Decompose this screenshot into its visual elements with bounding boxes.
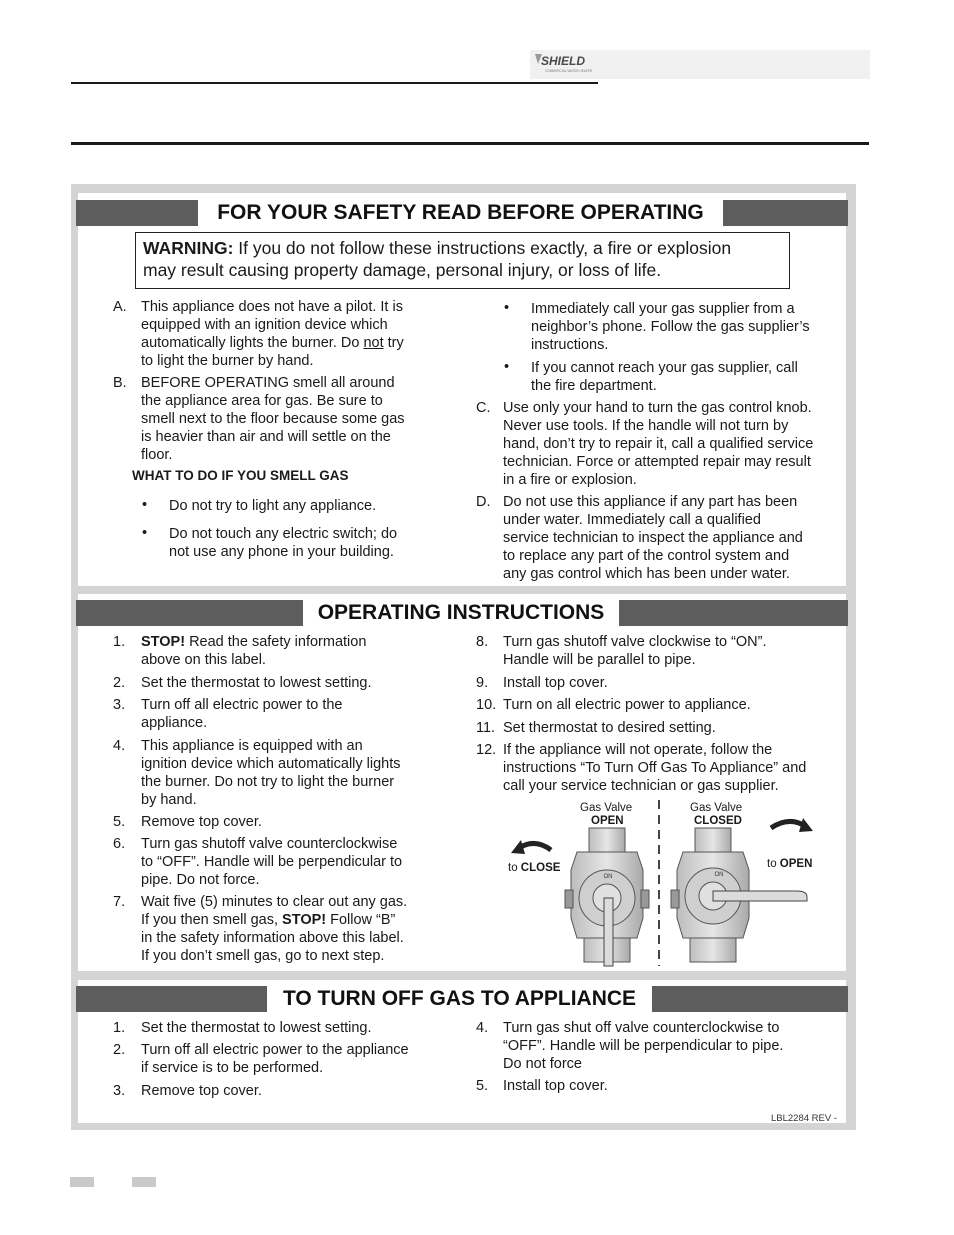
step-line: Turn on all electric power to appliance. [503, 697, 751, 713]
operating-title: OPERATING INSTRUCTIONS [303, 599, 619, 627]
step-line: if service is to be performed. [141, 1060, 324, 1076]
item-c-line: Never use tools. If the handle will not turn by [503, 418, 789, 434]
step-number: 11. [476, 720, 496, 736]
item-b-line: smell next to the floor because some gas [141, 411, 405, 427]
smell-bullet-line: Do not touch any electric switch; do [169, 526, 398, 542]
item-a-marker: A. [113, 299, 127, 315]
right-bullet-line: If you cannot reach your gas supplier, call [531, 360, 798, 376]
step-line: the burner. Do not try to light the burner [141, 774, 395, 790]
item-b-line: is heavier than air and will settle on the [141, 429, 391, 445]
valve-open-drawing [565, 828, 649, 966]
valve-closed-drawing [671, 828, 807, 962]
step-line: STOP! Read the safety information [141, 634, 367, 650]
item-d-line: Do not use this appliance if any part has been [503, 494, 798, 510]
close-arrow-icon [519, 843, 551, 850]
emphasis-not: not [363, 335, 384, 351]
step-line: Set the thermostat to lowest setting. [141, 1020, 372, 1036]
step-line: Install top cover. [503, 1078, 608, 1094]
smell-bullet-line: not use any phone in your building. [169, 544, 394, 560]
step-line: instructions “To Turn Off Gas To Appliance” and [503, 760, 807, 776]
turnoff-title: TO TURN OFF GAS TO APPLIANCE [267, 985, 652, 1013]
step-number: 9. [476, 675, 489, 691]
step-line: Turn off all electric power to the appliance [141, 1042, 409, 1058]
warning-line-2: may result causing property damage, personal injury, or loss of life. [143, 259, 662, 280]
bullet: • [504, 359, 510, 375]
step-line: appliance. [141, 715, 208, 731]
step-line: Turn gas shutoff valve counterclockwise [141, 836, 398, 852]
step-line: Set thermostat to desired setting. [503, 720, 716, 736]
step-number: 2. [113, 1042, 126, 1058]
item-b-marker: B. [113, 375, 127, 391]
item-b-line: the appliance area for gas. Be sure to [141, 393, 383, 409]
step-line: Turn gas shut off valve counterclockwise to [503, 1020, 780, 1036]
smell-bullet-line: Do not try to light any appliance. [169, 498, 377, 514]
right-bullet-line: instructions. [531, 337, 609, 353]
to-close-label: to CLOSE [508, 862, 561, 874]
item-d-line: under water. Immediately call a qualified [503, 512, 761, 528]
safety-title: FOR YOUR SAFETY READ BEFORE OPERATING [198, 199, 723, 227]
item-d-line: service technician to inspect the appliance and [503, 530, 803, 546]
bullet: • [504, 300, 510, 316]
footer-mark [70, 1177, 94, 1187]
warning-text [143, 238, 783, 281]
step-line: to “OFF”. Handle will be perpendicular to [141, 854, 403, 870]
step-line: above on this label. [141, 652, 266, 668]
item-d-line: to replace any part of the control system and [503, 548, 790, 564]
warning-line-1: If you do not follow these instructions exactly, a fire or explosion [233, 238, 732, 258]
item-a-line: automatically lights the burner. Do not try [141, 335, 404, 351]
header-rule [71, 82, 598, 84]
step-line: This appliance is equipped with an [141, 738, 363, 754]
open-arrowhead-icon [799, 818, 813, 832]
step-line: If you then smell gas, STOP! Follow “B” [141, 912, 396, 928]
right-valve-state: CLOSED [694, 815, 742, 827]
item-d-line: any gas control which has been under water. [503, 566, 790, 582]
item-a-line: This appliance does not have a pilot. It is [141, 299, 403, 315]
item-c-line: technician. Force or attempted repair may result [503, 454, 811, 470]
step-number: 12. [476, 742, 497, 758]
step-line: Remove top cover. [141, 1083, 262, 1099]
step-number: 8. [476, 634, 489, 650]
logo-tagline: COMMERCIAL WATER HEATER [545, 69, 593, 73]
on-mark: ON [714, 872, 724, 878]
step-number: 6. [113, 836, 126, 852]
logo-brand-text: SHIELD [541, 54, 586, 68]
item-d-marker: D. [476, 494, 491, 510]
step-line: Set the thermostat to lowest setting. [141, 675, 372, 691]
step-line: If the appliance will not operate, follow the [503, 742, 773, 758]
right-bullet-line: Immediately call your gas supplier from a [531, 301, 795, 317]
step-line: Turn gas shutoff valve clockwise to “ON”. [503, 634, 767, 650]
step-line: “OFF”. Handle will be perpendicular to pipe. [503, 1038, 784, 1054]
step-line: Handle will be parallel to pipe. [503, 652, 696, 668]
step-line: Turn off all electric power to the [141, 697, 343, 713]
label-code: LBL2284 REV - [771, 1113, 838, 1124]
step-line: Do not force [503, 1056, 582, 1072]
item-a-line: to light the burner by hand. [141, 353, 314, 369]
open-arrow-icon [771, 821, 805, 828]
left-valve-state: OPEN [591, 815, 624, 827]
gas-valve-figure [507, 798, 815, 968]
step-number: 1. [113, 634, 126, 650]
step-line: pipe. Do not force. [141, 872, 260, 888]
step-number: 7. [113, 894, 126, 910]
right-bullet-line: the fire department. [531, 378, 657, 394]
step-line: call your service technician or gas supplier. [503, 778, 779, 794]
item-c-line: Use only your hand to turn the gas control knob. [503, 400, 812, 416]
shield-logo [532, 52, 602, 76]
step-line: Wait five (5) minutes to clear out any gas. [141, 894, 408, 910]
step-number: 4. [476, 1020, 489, 1036]
item-a-line: equipped with an ignition device which [141, 317, 388, 333]
step-number: 3. [113, 1083, 126, 1099]
warning-label: WARNING: [143, 238, 234, 258]
right-bullet-line: neighbor’s phone. Follow the gas supplier’s [531, 319, 810, 335]
step-number: 3. [113, 697, 126, 713]
step-number: 5. [113, 814, 126, 830]
on-mark: ON [603, 874, 613, 880]
item-c-marker: C. [476, 400, 491, 416]
step-line: ignition device which automatically lights [141, 756, 401, 772]
step-number: 5. [476, 1078, 489, 1094]
step-line: by hand. [141, 792, 197, 808]
section-rule [71, 142, 869, 145]
right-valve-caption: Gas Valve [690, 802, 743, 814]
footer-mark [132, 1177, 156, 1187]
step-number: 10. [476, 697, 497, 713]
bullet: • [142, 525, 148, 541]
left-valve-caption: Gas Valve [580, 802, 633, 814]
step-line: Install top cover. [503, 675, 608, 691]
smell-gas-heading: WHAT TO DO IF YOU SMELL GAS [132, 468, 349, 483]
item-b-line: floor. [141, 447, 173, 463]
item-c-line: hand, don’t try to repair it, call a qualified service [503, 436, 814, 452]
item-b-line: BEFORE OPERATING smell all around [141, 375, 395, 391]
step-line: in the safety information above this label. [141, 930, 404, 946]
step-line: Remove top cover. [141, 814, 262, 830]
to-open-label: to OPEN [767, 858, 813, 870]
close-arrowhead-icon [511, 840, 525, 854]
step-number: 1. [113, 1020, 126, 1036]
bullet: • [142, 497, 148, 513]
item-c-line: in a fire or explosion. [503, 472, 637, 488]
step-number: 4. [113, 738, 126, 754]
step-number: 2. [113, 675, 126, 691]
step-line: If you don’t smell gas, go to next step. [141, 948, 385, 964]
